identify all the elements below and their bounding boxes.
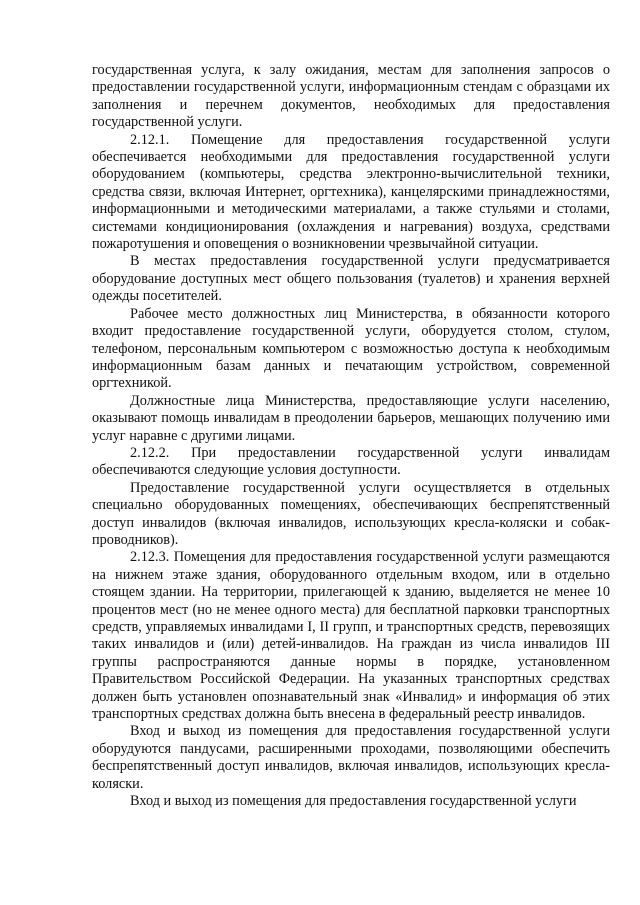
paragraph-continuation: государственная услуга, к залу ожидания, местам для заполнения запросов о предоставлении государственной услуги, информационным стендам с образцами их заполнения и перечнем документов, необходимых для предоставления государственной услуги.: [92, 62, 610, 131]
paragraph-2-12-2: 2.12.2. При предоставлении государственной услуги инвалидам обеспечиваются следующие условия доступности.: [92, 444, 610, 479]
paragraph-entrance-ramps: Вход и выход из помещения для предоставления государственной услуги оборудуются пандусами, расширенными проходами, позволяющими обеспечить беспрепятственный доступ инвалидов, включая инвалидов, использующих кресла-коляски.: [92, 723, 610, 792]
paragraph-separate-premises: Предоставление государственной услуги осуществляется в отдельных специально оборудованных помещениях, обеспечивающих беспрепятственный доступ инвалидов (включая инвалидов, использующих кресла-коляски и собак-проводников).: [92, 479, 610, 548]
document-page: [92, 62, 610, 810]
paragraph-entrance-final: Вход и выход из помещения для предоставления государственной услуги: [130, 793, 577, 810]
paragraph-public-facilities: В местах предоставления государственной услуги предусматривается оборудование доступных мест общего пользования (туалетов) и хранения верхней одежды посетителей.: [92, 253, 610, 305]
paragraph-workplace: Рабочее место должностных лиц Министерства, в обязанности которого входит предоставление государственной услуги, оборудуется столом, стулом, телефоном, персональным компьютером с возможностью доступа к необходимым информационным базам данных и печатающим устройством, современной оргтехникой.: [92, 305, 610, 392]
paragraph-officials-assistance: Должностные лица Министерства, предоставляющие услуги населению, оказывают помощь инвалидам в преодолении барьеров, мешающих получению ими услуг наравне с другими лицами.: [92, 392, 610, 444]
paragraph-2-12-3: 2.12.3. Помещения для предоставления государственной услуги размещаются на нижнем этаже здания, оборудованного отдельным входом, или в отдельно стоящем здании. На территории, прилегающей к зданию, выделяется не менее 10 процентов мест (но не менее одного места) для бесплатной парковки транспортных средств, управляемых инвалидами I, II групп, и транспортных средств, перевозящих таких инвалидов и (или) детей-инвалидов. На граждан из числа инвалидов III группы распространяются данные нормы в порядке, установленном Правительством Российской Федерации. На указанных транспортных средствах должен быть установлен опознавательный знак «Инвалид» и информация об этих транспортных средствах должна быть внесена в федеральный реестр инвалидов.: [92, 549, 610, 723]
paragraph-2-12-1: 2.12.1. Помещение для предоставления государственной услуги обеспечивается необходимыми для предоставления государственной услуги оборудованием (компьютеры, средства электронно-вычислительной техники, средства связи, включая Интернет, оргтехника), канцелярскими принадлежностями, информационными и методическими материалами, а также стульями и столами, системами кондиционирования (охлаждения и нагревания) воздуха, средствами пожаротушения и оповещения о возникновении чрезвычайной ситуации.: [92, 131, 610, 253]
